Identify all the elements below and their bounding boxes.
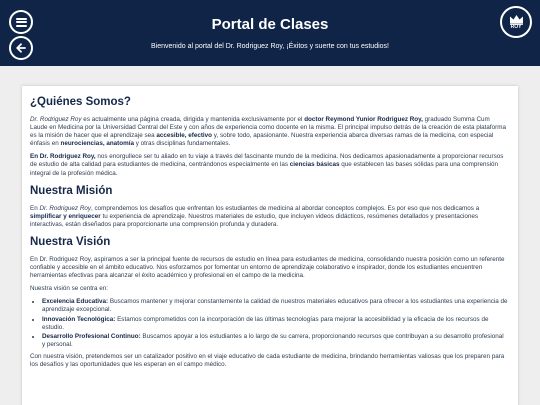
logo-text: ROY bbox=[510, 24, 522, 30]
mission-heading: Nuestra Misión bbox=[30, 184, 113, 197]
vision-list bbox=[42, 298, 508, 349]
list-item-label: Innovación Tecnológica: bbox=[42, 315, 116, 323]
list-item-label: Desarrollo Profesional Continuo: bbox=[42, 332, 141, 340]
about-paragraph-2: En Dr. Rodriguez Roy, nos enorgullece ser tu aliado en tu viaje a través del fascinante mundo de la medicina. Nos dedicamos apasionadamente a proporcionar recursos de estudio de alta calidad para estudiantes de medicina, centrándonos especialmente en las ciencias básicas que establecen las bases sólidas para una comprensión integral de la profesión médica. bbox=[30, 153, 504, 177]
list-item-text: Estamos comprometidos con la incorporación de las últimas tecnologías para mejorar la accesibilidad y la eficacia de los recursos de estudio. bbox=[42, 315, 489, 331]
brand-logo[interactable] bbox=[500, 6, 532, 38]
content-card bbox=[22, 86, 518, 405]
vision-closing: Con nuestra visión, pretendemos ser un catalizador positivo en el viaje educativo de cada estudiante de medicina, brindando herramientas valiosas que los preparen para los desafíos y las oportunidades que les esperan en el campo médico. bbox=[30, 352, 505, 368]
list-item-text: Buscamos apoyar a los estudiantes a lo largo de su carrera, proporcionando recursos que contribuyan a su desarrollo profesional y personal. bbox=[42, 332, 504, 348]
about-paragraph-1: Dr. Rodriguez Roy es actualmente una página creada, dirigida y mantenida exclusivamente por el doctor Reymond Yunior Rodriguez Roy, graduado Summa Cum Laude en Medicina por la Universidad Central del Este y con años de experiencia como docente en la misma. El principal impulso detrás de la creación de esta plataforma es la misión de hacer que el aprendizaje sea accesible, efectivo y, sobre todo, apasionante. Nuestra experiencia abarca diversas ramas de la medicina, con especial énfasis en neurociencias, anatomía y otras disciplinas fundamentales. bbox=[30, 116, 507, 148]
list-item-label: Excelencia Educativa: bbox=[42, 298, 109, 306]
page-subtitle: Bienvenido al portal del Dr. Rodriguez Roy, ¡Éxitos y suerte con tus estudios! bbox=[151, 43, 389, 50]
top-header bbox=[0, 0, 540, 66]
vision-paragraph: En Dr. Rodriguez Roy, aspiramos a ser la principal fuente de recursos de estudio en línea para estudiantes de medicina, consolidando nuestra posición como un referente confiable y accesible en el ámbito educativo. Nos esforzamos por fomentar un entorno de aprendizaje colaborativo e inspirador, donde los estudiantes encuentren herramientas efectivas para alcanzar el éxito académico y profesional en el campo de la medicina. bbox=[30, 255, 505, 280]
list-item bbox=[42, 333, 508, 349]
vision-heading: Nuestra Visión bbox=[30, 235, 111, 248]
mission-paragraph: En Dr. Rodriguez Roy, comprendemos los desafíos que enfrentan los estudiantes de medicina al abordar conceptos complejos. Es por eso que nos dedicamos a simplificar y enriquecer tu experiencia de aprendizaje. Nuestros materiales de estudio, que incluyen videos didácticos, resúmenes detallados y presentaciones interactivas, están diseñados para proporcionarte una comprensión profunda y duradera. bbox=[30, 204, 480, 228]
list-item bbox=[42, 316, 508, 332]
list-item bbox=[42, 298, 508, 314]
page-title: Portal de Clases bbox=[211, 16, 329, 33]
about-heading: ¿Quiénes Somos? bbox=[30, 96, 131, 108]
vision-intro: Nuestra visión se centra en: bbox=[30, 285, 109, 293]
list-item-text: Buscamos mantener y mejorar constantemente la calidad de nuestros materiales educativos para ofrecer a los estudiantes una experiencia de aprendizaje excepcional. bbox=[42, 298, 508, 314]
